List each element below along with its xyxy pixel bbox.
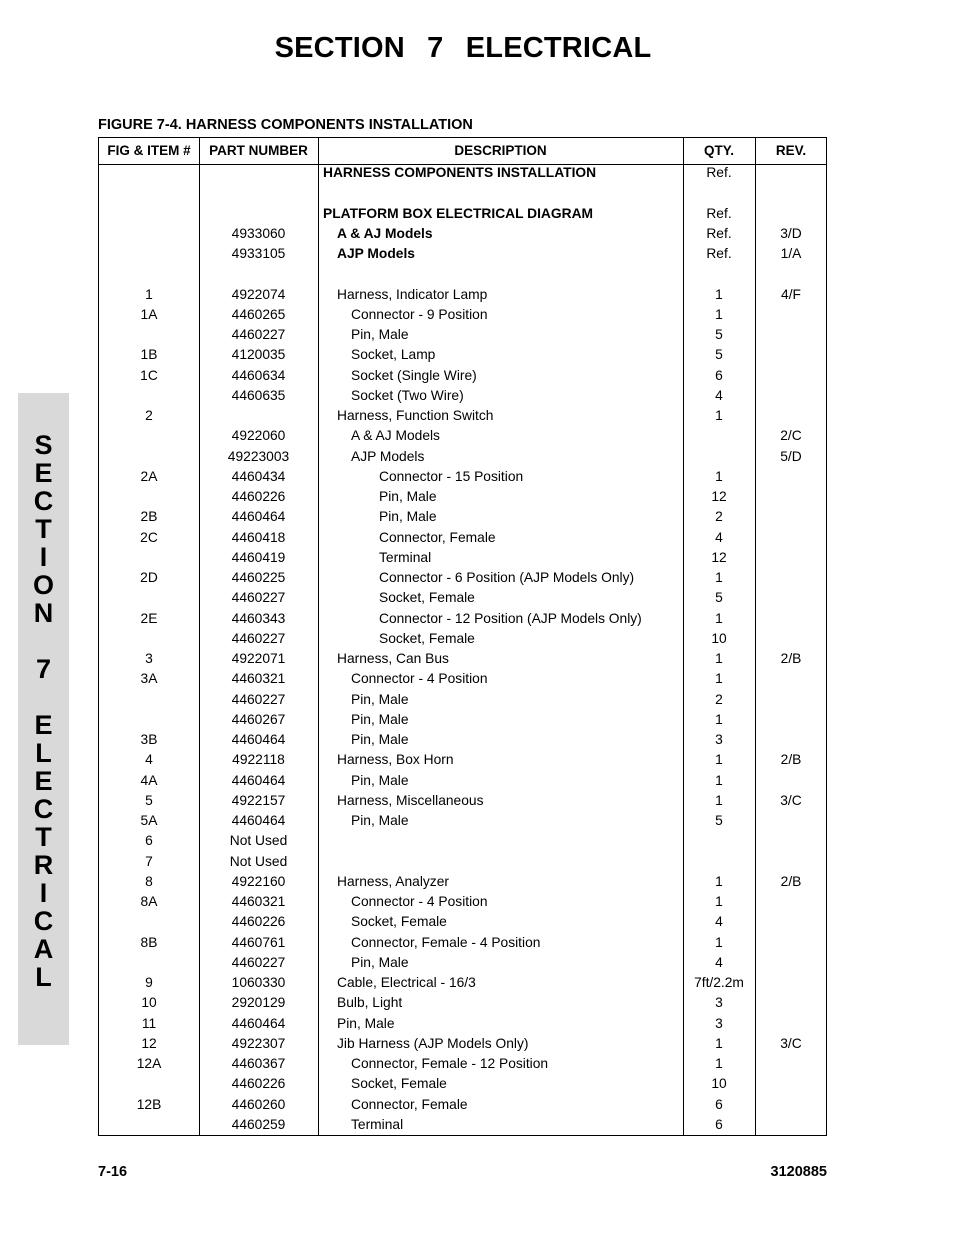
part-number-cell: 4460761 (231, 934, 286, 950)
description-cell: Pin, Male (337, 1015, 395, 1031)
part-number-cell: 4460225 (231, 570, 286, 585)
part-number-cell: 4460464 (231, 1015, 286, 1031)
qty-cell: 5 (715, 590, 723, 606)
part-number-cell: 4460434 (231, 468, 286, 484)
table-row (99, 833, 826, 853)
description-cell: Pin, Male (351, 327, 409, 342)
table-row (99, 854, 826, 874)
qty-cell: 3 (715, 1015, 723, 1031)
qty-cell: 4 (715, 914, 723, 930)
part-number-cell: 4460226 (231, 1076, 286, 1092)
qty-cell: 1 (715, 711, 723, 727)
fig-item-cell: 1A (140, 306, 158, 322)
part-number-cell: 4460418 (231, 529, 286, 545)
table-row (99, 489, 826, 509)
part-number-cell: 4460259 (231, 1116, 286, 1132)
document-number: 3120885 (770, 1164, 827, 1180)
side-tab-letter: C (33, 906, 54, 936)
description-cell: Pin, Male (351, 711, 409, 727)
part-number-cell: Not Used (229, 833, 288, 849)
description-cell: Pin, Male (351, 954, 409, 970)
part-number-cell: 4933060 (231, 225, 286, 241)
qty-cell: 10 (711, 630, 727, 646)
fig-item-cell: 8A (140, 894, 158, 909)
qty-cell: 3 (715, 732, 723, 747)
description-cell: Pin, Male (351, 732, 409, 747)
fig-item-cell: 8 (145, 873, 153, 889)
qty-cell: 4 (715, 954, 723, 970)
description-cell: Harness, Miscellaneous (337, 792, 484, 808)
side-tab-letter: L (35, 738, 52, 768)
part-number-cell: 4460227 (231, 954, 286, 970)
description-cell: Connector, Female - 12 Position (351, 1056, 549, 1071)
side-tab-letter: C (33, 794, 54, 824)
table-row (99, 773, 826, 793)
side-tab-letter: L (35, 962, 52, 992)
header-qty: QTY. (703, 143, 734, 158)
part-number-cell: 4460226 (231, 914, 286, 930)
description-cell: Harness, Function Switch (337, 408, 494, 423)
fig-item-cell: 10 (141, 995, 157, 1011)
description-cell: Connector - 6 Position (AJP Models Only) (379, 570, 635, 585)
description-cell: Socket, Female (351, 914, 447, 930)
part-number-cell: 4933105 (231, 246, 286, 261)
fig-item-cell: 6 (145, 833, 153, 849)
table-row (99, 570, 826, 590)
description-cell: Harness, Can Bus (337, 651, 449, 666)
description-cell: Connector - 4 Position (351, 894, 488, 909)
rev-cell: 3/C (780, 792, 802, 808)
rev-cell: 1/A (780, 246, 802, 261)
part-number-cell: 4460367 (231, 1056, 286, 1071)
table-row (99, 732, 826, 752)
qty-cell: 1 (715, 468, 723, 484)
side-tab-letter: T (35, 822, 52, 852)
part-number-cell: 4460227 (231, 691, 286, 707)
part-number-cell: 4922157 (231, 792, 286, 808)
table-row (99, 671, 826, 691)
description-cell: Connector - 12 Position (AJP Models Only) (379, 610, 642, 626)
qty-cell: 1 (715, 286, 723, 302)
fig-item-cell: 2E (140, 610, 158, 626)
qty-cell: 1 (715, 792, 723, 808)
description-cell: Pin, Male (351, 691, 409, 707)
part-number-cell: 4922118 (232, 752, 285, 768)
qty-cell: 6 (715, 367, 723, 383)
qty-cell: 1 (715, 1056, 723, 1071)
description-cell: Connector, Female (379, 529, 496, 545)
figure-title: FIGURE 7-4. HARNESS COMPONENTS INSTALLATION (98, 117, 473, 133)
qty-cell: 2 (715, 509, 723, 525)
part-number-cell: 4922160 (231, 873, 286, 889)
table-row (99, 894, 826, 914)
side-tab-letter: R (33, 850, 54, 880)
rev-cell: 2/B (780, 873, 802, 889)
description-cell: Bulb, Light (337, 995, 403, 1011)
table-row (99, 246, 826, 266)
table-row (99, 185, 826, 205)
qty-cell: 5 (715, 327, 723, 342)
fig-item-cell: 12A (136, 1056, 162, 1071)
part-number-cell: 4120035 (231, 347, 286, 363)
description-cell: A & AJ Models (337, 225, 433, 241)
table-row (99, 165, 826, 185)
page-number: 7-16 (98, 1164, 128, 1180)
table-row (99, 955, 826, 975)
description-cell: Cable, Electrical - 16/3 (337, 975, 476, 990)
description-cell: Connector, Female - 4 Position (351, 934, 541, 950)
description-cell: Socket, Lamp (351, 347, 436, 363)
table-row (99, 1117, 826, 1137)
description-cell: HARNESS COMPONENTS INSTALLATION (323, 165, 597, 180)
qty-cell: 12 (711, 489, 727, 504)
description-cell: Socket, Female (379, 590, 475, 606)
qty-cell: 6 (715, 1116, 723, 1132)
part-number-cell: 4460227 (231, 590, 286, 606)
qty-cell: 1 (715, 752, 723, 768)
qty-cell: 1 (715, 1035, 723, 1051)
description-cell: PLATFORM BOX ELECTRICAL DIAGRAM (323, 205, 594, 221)
rev-cell: 4/F (781, 286, 801, 302)
table-row (99, 1076, 826, 1096)
fig-item-cell: 2D (140, 570, 158, 585)
table-row (99, 874, 826, 894)
qty-cell: 2 (715, 691, 723, 707)
qty-cell: 6 (715, 1096, 723, 1112)
fig-item-cell: 3A (140, 671, 158, 687)
part-number-cell: 2920129 (231, 995, 286, 1011)
qty-cell: Ref. (706, 165, 732, 180)
table-row (99, 590, 826, 610)
table-row (99, 307, 826, 327)
part-number-cell: 4460634 (231, 367, 286, 383)
qty-cell: 12 (711, 549, 727, 565)
table-row (99, 469, 826, 489)
table-row (99, 530, 826, 550)
description-cell: Pin, Male (379, 509, 437, 525)
side-tab-letter: E (34, 710, 53, 740)
side-tab-letter: E (34, 766, 53, 796)
rev-cell: 5/D (780, 448, 802, 464)
header-description: DESCRIPTION (454, 143, 547, 158)
part-number-cell: 4460464 (231, 772, 286, 788)
table-row (99, 388, 826, 408)
parts-table (98, 137, 827, 1136)
qty-cell: 3 (715, 995, 723, 1011)
part-number-cell: 4460265 (231, 306, 286, 322)
table-row (99, 813, 826, 833)
part-number-cell: 4922307 (231, 1035, 286, 1051)
description-cell: Connector, Female (351, 1096, 468, 1112)
description-cell: Jib Harness (AJP Models Only) (337, 1035, 529, 1051)
table-row (99, 1056, 826, 1076)
fig-item-cell: 1B (140, 347, 158, 363)
qty-cell: 4 (715, 387, 723, 403)
fig-item-cell: 4A (140, 772, 158, 788)
description-cell: Pin, Male (351, 772, 409, 788)
part-number-cell: 4460267 (231, 711, 286, 727)
part-number-cell: 4460321 (231, 894, 286, 909)
header-part-number: PART NUMBER (209, 143, 308, 158)
table-row (99, 428, 826, 448)
fig-item-cell: 7 (145, 853, 153, 869)
fig-item-cell: 11 (141, 1015, 157, 1031)
table-row (99, 226, 826, 246)
qty-cell: 1 (715, 651, 723, 666)
qty-cell: 1 (715, 934, 723, 950)
table-body (99, 165, 826, 1137)
qty-cell: Ref. (706, 205, 732, 221)
qty-cell: 1 (715, 610, 723, 626)
fig-item-cell: 5 (145, 792, 153, 808)
table-row (99, 631, 826, 651)
part-number-cell: 4922060 (231, 428, 286, 444)
part-number-cell: 1060330 (231, 975, 286, 990)
rev-cell: 2/B (780, 752, 802, 768)
side-tab-letter: T (35, 514, 52, 544)
section-title: SECTION 7 ELECTRICAL (274, 32, 652, 64)
side-tab-letter: 7 (35, 654, 52, 684)
table-row (99, 408, 826, 428)
side-tab-letter: A (33, 934, 54, 964)
table-row (99, 368, 826, 388)
part-number-cell: 4460419 (231, 549, 286, 565)
qty-cell: 1 (715, 408, 723, 423)
fig-item-cell: 2 (145, 408, 153, 423)
table-row (99, 712, 826, 732)
fig-item-cell: 12B (136, 1096, 162, 1112)
table-row (99, 1036, 826, 1056)
side-tab-letter: I (39, 542, 48, 572)
side-tab-letter (18, 683, 69, 711)
table-row (99, 651, 826, 671)
table-row (99, 692, 826, 712)
side-tab-letter: N (33, 598, 54, 628)
qty-cell: 1 (715, 772, 723, 788)
qty-cell: Ref. (706, 225, 732, 241)
table-row (99, 550, 826, 570)
description-cell: Harness, Analyzer (337, 873, 449, 889)
table-row (99, 935, 826, 955)
fig-item-cell: 9 (145, 975, 153, 990)
description-cell: A & AJ Models (351, 428, 440, 444)
fig-item-cell: 1 (145, 286, 153, 302)
table-row (99, 449, 826, 469)
qty-cell: 7ft/2.2m (694, 975, 744, 990)
table-row (99, 975, 826, 995)
rev-cell: 2/B (780, 651, 802, 666)
part-number-cell: 4460464 (231, 813, 286, 828)
side-tab-letter: E (34, 458, 53, 488)
table-row (99, 266, 826, 286)
qty-cell: 1 (715, 873, 723, 889)
description-cell: Terminal (379, 549, 432, 565)
qty-cell: 1 (715, 570, 723, 585)
part-number-cell: 4460227 (231, 630, 286, 646)
table-row (99, 206, 826, 226)
qty-cell: 1 (715, 306, 723, 322)
description-cell: Socket, Female (379, 630, 475, 646)
qty-cell: 10 (711, 1076, 727, 1092)
side-tab-letter: O (32, 570, 54, 600)
part-number-cell: 4460464 (231, 732, 286, 747)
fig-item-cell: 5A (140, 813, 158, 828)
part-number-cell: 4460464 (231, 509, 286, 525)
qty-cell: Ref. (706, 246, 732, 261)
description-cell: Connector - 15 Position (379, 468, 524, 484)
description-cell: Socket (Two Wire) (351, 387, 464, 403)
fig-item-cell: 2C (140, 529, 158, 545)
part-number-cell: 4460260 (231, 1096, 286, 1112)
table-row (99, 995, 826, 1015)
fig-item-cell: 8B (140, 934, 158, 950)
fig-item-cell: 12 (141, 1035, 157, 1051)
side-tab-letter: C (33, 486, 54, 516)
rev-cell: 3/C (780, 1035, 802, 1051)
part-number-cell: 4460227 (231, 327, 286, 342)
side-tab-letter: S (34, 430, 53, 460)
fig-item-cell: 2B (140, 509, 158, 525)
qty-cell: 5 (715, 813, 723, 828)
table-row (99, 793, 826, 813)
qty-cell: 1 (715, 671, 723, 687)
table-row (99, 347, 826, 367)
fig-item-cell: 2A (140, 468, 158, 484)
description-cell: Harness, Box Horn (337, 752, 454, 768)
description-cell: Socket (Single Wire) (351, 367, 477, 383)
fig-item-cell: 3B (140, 732, 158, 747)
part-number-cell: Not Used (229, 853, 288, 869)
table-row (99, 1097, 826, 1117)
description-cell: AJP Models (351, 448, 425, 464)
part-number-cell: 4460635 (231, 387, 286, 403)
description-cell: Harness, Indicator Lamp (337, 286, 488, 302)
section-side-tab (18, 393, 69, 1045)
table-row (99, 509, 826, 529)
description-cell: Connector - 9 Position (351, 306, 488, 322)
part-number-cell: 4460226 (231, 489, 286, 504)
fig-item-cell: 4 (145, 752, 153, 768)
description-cell: Connector - 4 Position (351, 671, 488, 687)
side-tab-letters (18, 431, 69, 991)
qty-cell: 5 (715, 347, 723, 363)
header-fig-item: FIG & ITEM # (107, 143, 191, 158)
description-cell: AJP Models (337, 246, 415, 261)
table-row (99, 287, 826, 307)
side-tab-letter (18, 627, 69, 655)
part-number-cell: 49223003 (227, 448, 290, 464)
description-cell: Socket, Female (351, 1076, 447, 1092)
table-row (99, 914, 826, 934)
description-cell: Terminal (351, 1116, 404, 1132)
part-number-cell: 4460343 (231, 610, 286, 626)
part-number-cell: 4922071 (231, 651, 286, 666)
description-cell: Pin, Male (351, 813, 409, 828)
table-row (99, 752, 826, 772)
part-number-cell: 4922074 (231, 286, 286, 302)
description-cell: Pin, Male (379, 489, 437, 504)
rev-cell: 2/C (780, 428, 802, 444)
qty-cell: 1 (715, 894, 723, 909)
table-row (99, 611, 826, 631)
fig-item-cell: 1C (140, 367, 158, 383)
table-row (99, 327, 826, 347)
fig-item-cell: 3 (145, 651, 153, 666)
header-rev: REV. (775, 143, 807, 158)
qty-cell: 4 (715, 529, 723, 545)
rev-cell: 3/D (780, 225, 802, 241)
part-number-cell: 4460321 (231, 671, 286, 687)
side-tab-letter: I (39, 878, 48, 908)
table-row (99, 1016, 826, 1036)
